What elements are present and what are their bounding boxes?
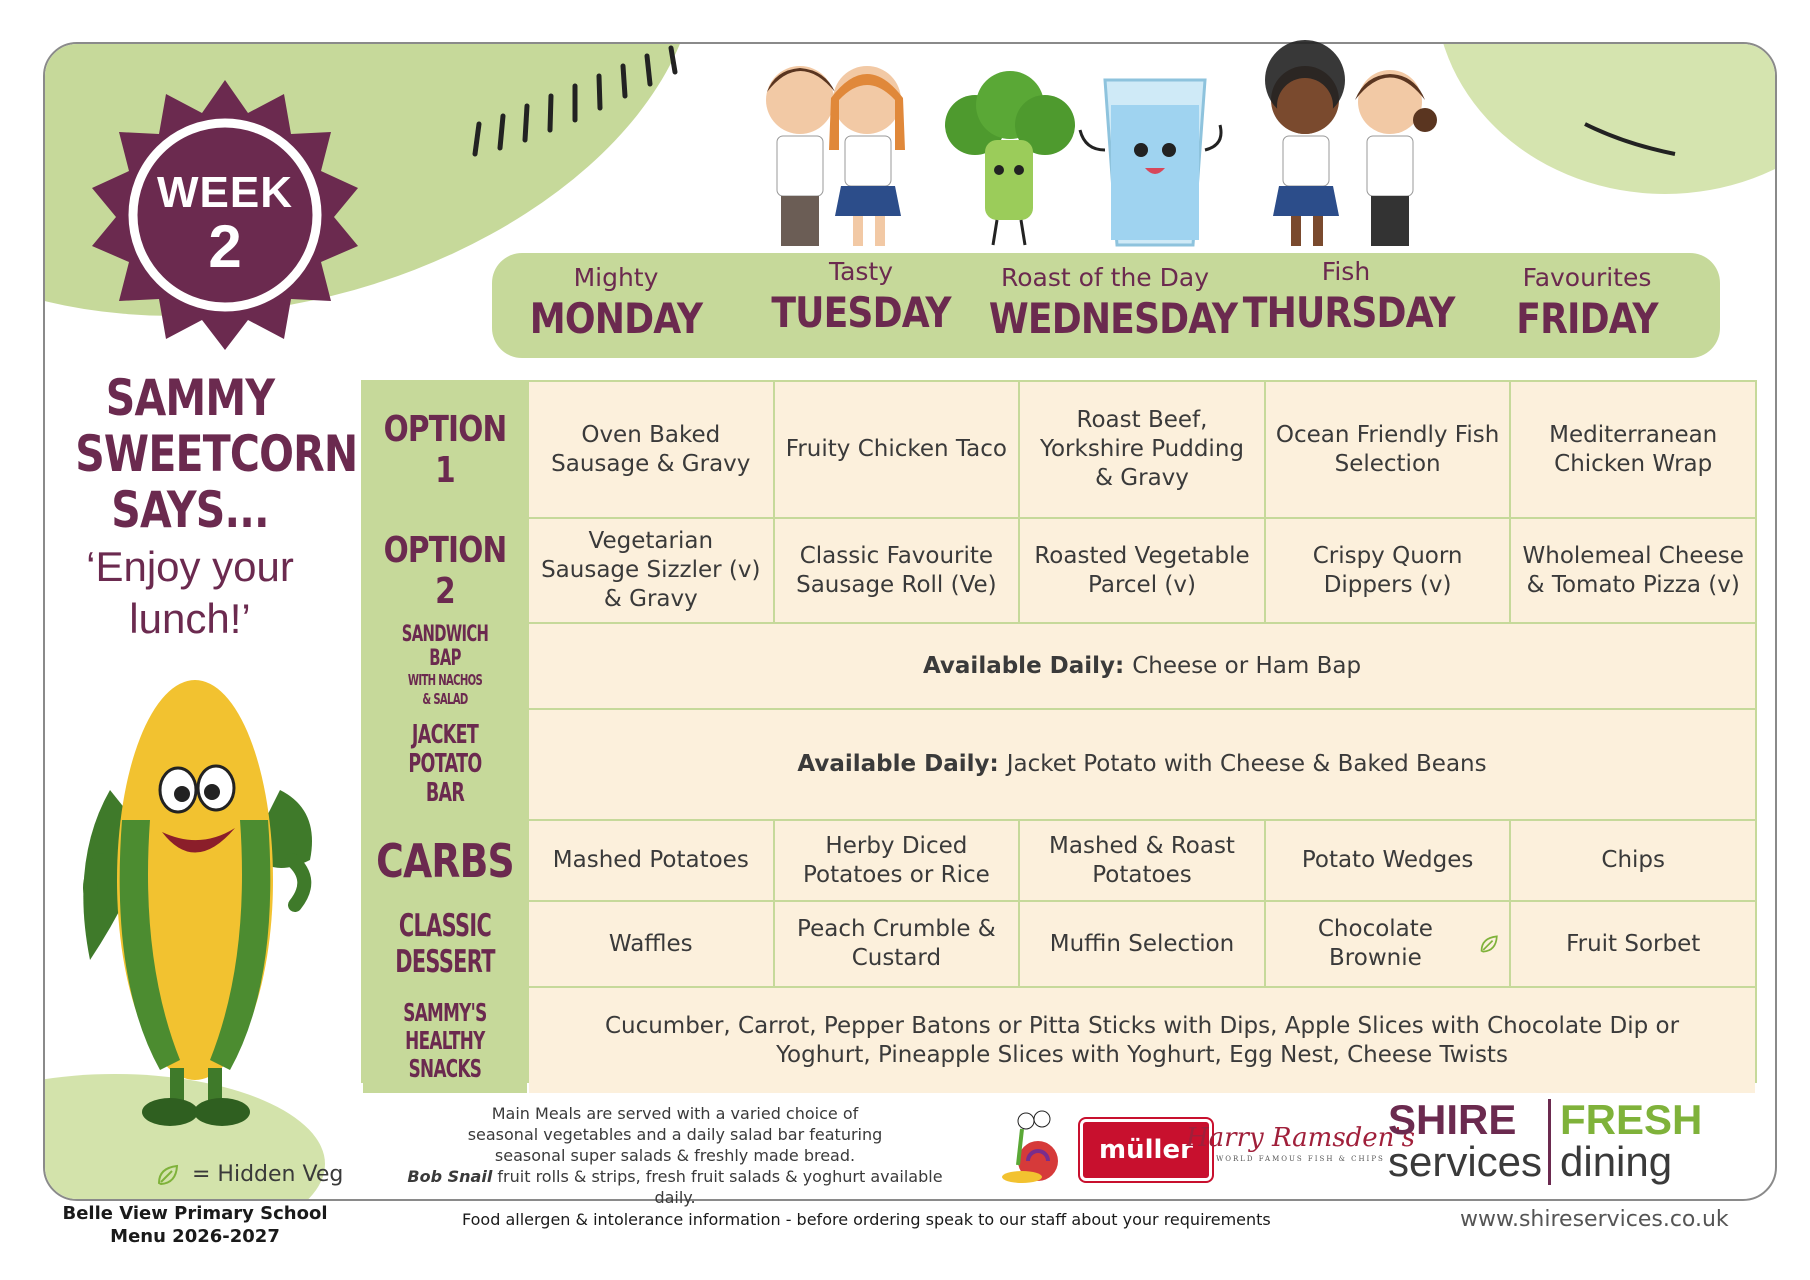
menu-cell: Fruit Sorbet [1511,902,1755,986]
day-tuesday [741,257,981,339]
footnote-line: Main Meals are served with a varied choice of [491,1104,859,1123]
footnote-line [390,1166,960,1208]
row-label-option-2 [363,519,527,622]
harry-ramsdens-logo [1186,1123,1415,1163]
day-subtitle: Favourites [1522,263,1652,292]
bob-snail-logo-icon [1000,1105,1068,1185]
menu-cell-snacks: Cucumber, Carrot, Pepper Batons or Pitta Sticks with Dips, Apple Slices with Chocolate Dip or Yoghurt, Pineapple Slices with Yoghurt, Egg Nest, Cheese Twists [529,988,1755,1093]
school-kids-illustration-2 [1255,40,1445,260]
day-name: WEDNESDAY [988,294,1238,343]
dash-decoration [1575,104,1695,164]
row-label-text: JACKET [411,720,479,750]
fresh-text: FRESH [1560,1096,1703,1143]
sammy-quote-line1: ‘Enjoy your [86,543,294,590]
menu-cell: Peach Crumble & Custard [775,902,1019,986]
menu-cell: Mashed & Roast Potatoes [1020,821,1264,900]
menu-cell: Ocean Friendly Fish Selection [1266,382,1510,517]
sammy-title-line3: SAYS... [111,481,269,539]
row-label-text: OPTION 1 [383,408,507,491]
sandwich-text: Cheese or Ham Bap [1132,652,1362,679]
day-subtitle: Mighty [573,263,659,292]
row-label-text: HEALTHY [405,1025,485,1055]
harry-ramsdens-text: Harry Ramsden's [1186,1123,1415,1153]
week-label: WEEK [157,168,293,217]
day-subtitle: Roast of the Day [1000,263,1210,292]
day-wednesday [970,263,1240,345]
day-subtitle: Tasty [828,257,894,286]
hidden-veg-label: = Hidden Veg [192,1162,344,1187]
row-label-sandwich-bap [363,624,527,708]
footnote-line: seasonal super salads & freshly made bread. [494,1146,856,1165]
menu-cell: Waffles [529,902,773,986]
sammy-says-panel [50,369,358,642]
sammy-title-line2: SWEETCORN [75,425,358,483]
available-daily-label: Available Daily: [797,751,999,777]
day-subtitle: Fish [1321,257,1371,286]
jacket-text: Jacket Potato with Cheese & Baked Beans [1006,751,1487,777]
stripe-decoration [445,44,745,184]
menu-cell: Oven Baked Sausage & Gravy [529,382,773,517]
dessert-brownie-text: Chocolate Brownie [1317,916,1433,971]
hidden-veg-leaf-icon [156,1163,180,1187]
dining-text: dining [1560,1138,1673,1185]
school-kids-illustration [755,40,915,260]
row-label-carbs [363,821,527,900]
row-label-option-1 [363,382,527,517]
row-label-text: SAMMY'S [403,997,487,1027]
row-label-text: POTATO BAR [408,749,482,808]
row-label-text: OPTION 2 [383,529,507,612]
hidden-veg-leaf-icon [1479,933,1499,955]
day-name: TUESDAY [771,288,951,337]
menu-cell: Vegetarian Sausage Sizzler (v) & Gravy [529,519,773,622]
row-label-classic-dessert [363,902,527,986]
day-thursday [1226,257,1466,339]
menu-cell-jacket-daily [529,710,1755,819]
menu-cell: Fruity Chicken Taco [775,382,1019,517]
shire-text: SHIRE [1388,1096,1517,1143]
week-number: 2 [208,213,242,280]
menu-cell-sandwich-daily [529,624,1755,708]
partner-logos [1000,1095,1703,1185]
allergen-notice: Food allergen & intolerance information - before ordering speak to our staff about your requirements [462,1210,1271,1229]
website-link[interactable]: www.shireservices.co.uk [1460,1207,1729,1232]
row-label-healthy-snacks [363,988,527,1093]
bob-snail-label: Bob Snail [407,1167,493,1186]
day-name: THURSDAY [1242,288,1455,337]
day-friday [1467,263,1707,345]
menu-cell: Wholemeal Cheese & Tomato Pizza (v) [1511,519,1755,622]
day-monday [496,263,736,345]
services-text: services [1388,1138,1543,1185]
menu-year: Menu 2026-2027 [110,1226,280,1247]
row-label-subtext: WITH NACHOS [407,671,483,689]
serving-footnote [390,1103,960,1208]
menu-cell: Mashed Potatoes [529,821,773,900]
available-daily-label: Available Daily: [922,652,1125,679]
menu-grid [361,380,1757,1083]
menu-cell: Classic Favourite Sausage Roll (Ve) [775,519,1019,622]
row-label-text: CLASSIC [398,908,492,944]
harry-ramsdens-tagline: WORLD FAMOUS FISH & CHIPS [1216,1155,1385,1163]
menu-cell-hidden-veg [1266,902,1510,986]
menu-cell: Mediterranean Chicken Wrap [1511,382,1755,517]
row-label-subtext: & SALAD [422,690,468,708]
broccoli-and-water-illustration [935,40,1225,260]
row-label-text: SNACKS [408,1053,482,1083]
row-label-jacket-potato [363,710,527,819]
school-name: Belle View Primary School [62,1203,328,1224]
week-badge [90,80,360,350]
weekday-header-bar [492,253,1720,358]
footnote-line: seasonal vegetables and a daily salad bar featuring [467,1125,883,1144]
sammy-title-line1: SAMMY [105,369,275,427]
sammy-quote-line2: lunch!’ [129,595,251,642]
day-name: MONDAY [529,294,703,343]
menu-cell: Crispy Quorn Dippers (v) [1266,519,1510,622]
muller-logo: müller [1080,1119,1212,1181]
sweetcorn-mascot-illustration [70,660,320,1130]
menu-cell: Roast Beef, Yorkshire Pudding & Gravy [1020,382,1264,517]
menu-cell: Potato Wedges [1266,821,1510,900]
menu-cell: Muffin Selection [1020,902,1264,986]
menu-cell: Roasted Vegetable Parcel (v) [1020,519,1264,622]
menu-cell: Herby Diced Potatoes or Rice [775,821,1019,900]
school-info [60,1202,330,1248]
row-label-text: DESSERT [395,944,495,980]
logo-divider [1548,1099,1551,1185]
menu-cell: Chips [1511,821,1755,900]
day-name: FRIDAY [1516,294,1658,343]
row-label-text: SANDWICH BAP [401,622,489,671]
hidden-veg-legend [156,1162,343,1187]
footnote-text: fruit rolls & strips, fresh fruit salads & yoghurt available daily. [497,1167,943,1207]
row-label-text: CARBS [376,833,514,888]
